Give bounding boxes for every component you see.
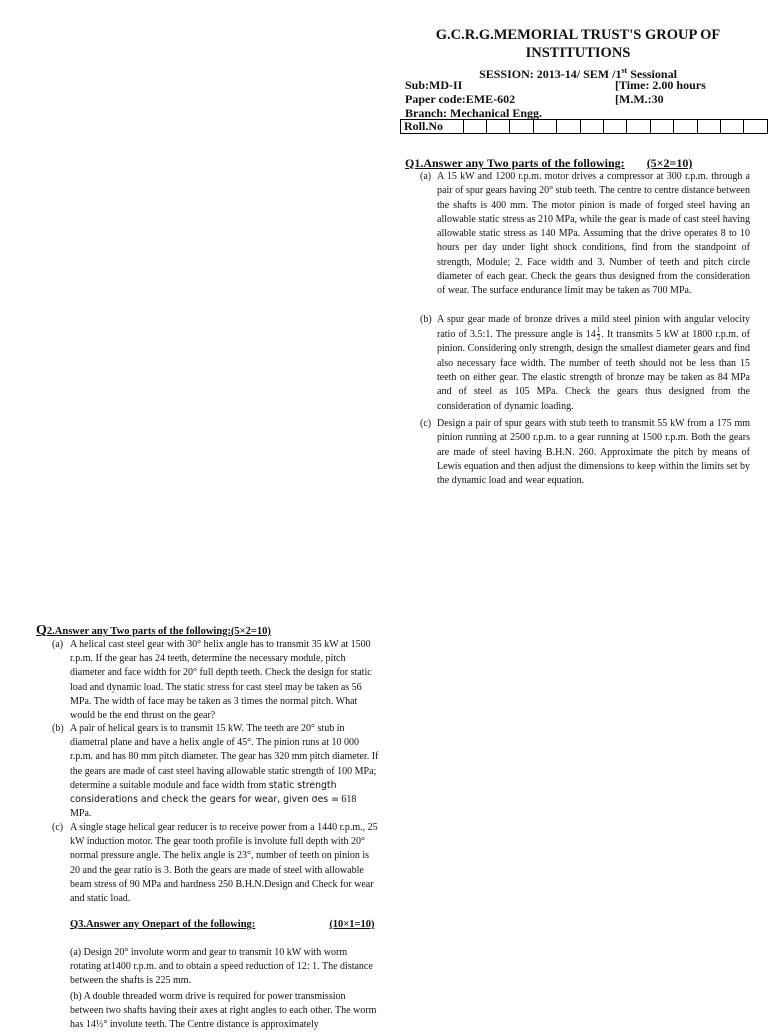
q1-part-c: [420, 417, 751, 488]
roll-number-box: [533, 120, 556, 134]
roll-number-box: [697, 120, 720, 134]
q2-heading-letter: Q: [36, 623, 47, 638]
fraction-numerator: 1: [596, 326, 601, 335]
paper-code: Paper code:EME-602: [405, 92, 516, 106]
fraction-half: [597, 327, 601, 342]
roll-number-box: [604, 120, 627, 134]
q2-part-a-text: A helical cast steel gear with 30° helix angle has to transmit 35 kW at 1500 r.p.m. If the gear has 24 teeth, determine the necessary module, pitch diameter and face width for 20° full depth teeth. Check the design for static load and dynamic load. The static stress for cast steel may be taken as 56 MPa. The width of face may be taken as 3 times the normal pitch. What would be the end thrust on the gear?: [70, 639, 372, 722]
q1-part-b: [420, 313, 750, 414]
q1-heading: [405, 156, 692, 171]
roll-number-box: [650, 120, 673, 134]
q1-part-b-label: (b): [420, 314, 432, 325]
session-superscript: st: [621, 66, 628, 75]
roll-number-box: [510, 120, 533, 134]
branch: Branch: Mechanical Engg.: [405, 106, 542, 120]
roll-number-box: [627, 120, 650, 134]
q2-part-b-text: A pair of helical gears is to transmit 15 kW. The teeth are 20° stub in diametral plane and have a helix angle of 45°. The pinion runs at 10 000 r.p.m. and has 80 mm pitch diameter. The gear has 320 mm pitch diameter. If the gears are made of cast steel having allowable static strength of 100 MPa; determine a suitable module and face width from: [70, 723, 379, 791]
roll-number-box: [674, 120, 697, 134]
q2-part-b-equation-line: static strength considerations and check the gears for wear, given σes =: [70, 779, 339, 806]
q2-heading: [36, 623, 271, 639]
q2-part-c-text: A single stage helical gear reducer is to receive power from a 1440 r.p.m., 25 kW induction motor. The gear tooth profile is involute full depth with 20° normal pressure angle. The helix angle is 23°, number of teeth on pinion is 20 and the gear ratio is 3. Both the gears are made of steel with allowable beam stress of 90 MPa and hardness 250 B.H.N.Design and Check for wear and static load.: [70, 822, 378, 905]
q2-heading-text: 2.Answer any Two parts of the following:(5×2=10): [46, 626, 271, 637]
institution-title: G.C.R.G.MEMORIAL TRUST'S GROUP OF INSTITUTIONS: [435, 27, 721, 61]
q2-part-a: [52, 638, 380, 723]
subject-code: Sub:MD-II: [405, 78, 463, 92]
roll-number-table: [400, 119, 768, 134]
session-suffix: Sessional: [627, 67, 677, 81]
roll-number-label: Roll.No: [401, 120, 464, 134]
roll-number-box: [557, 120, 580, 134]
q2-part-b-label: (b): [52, 723, 64, 734]
q3-marks: (10×1=10): [329, 919, 375, 930]
q2-part-b-tail: 618 MPa.: [70, 794, 357, 820]
q1-heading-text: Q1.Answer any Two parts of the following:: [405, 156, 625, 170]
max-marks: [M.M.:30: [615, 92, 664, 106]
q3-part-b: (b) A double threaded worm drive is required for power transmission between two shafts having their axes at right angles to each other. The worm has 14½° involute teeth. The Centre distance is approximately: [70, 991, 377, 1031]
q3-part-a: (a) Design 20° involute worm and gear to transmit 10 kW with worm rotating at1400 r.p.m. and to obtain a speed reduction of 12: 1. The distance between the shafts is 225 mm.: [70, 947, 373, 987]
q1-part-a: [420, 170, 750, 299]
exam-time: [Time: 2.00 hours: [615, 78, 706, 92]
q2-part-b: [52, 722, 380, 821]
q2-part-c: [52, 821, 380, 906]
roll-number-box: [463, 120, 486, 134]
roll-number-box: [580, 120, 603, 134]
roll-number-box: [744, 120, 768, 134]
q1-part-b-text-cont: . It transmits 5 kW at 1800 r.p.m. of pinion. Considering only strength, design the smallest diameter gears and find also necessary face width. The number of teeth should not be less than 15 teeth on either gear. The elastic strength of bronze may be taken as 84 MPa and of steel as 105 MPa. Check the gears thus designed from the consideration of dynamic loading.: [437, 329, 750, 412]
roll-number-box: [721, 120, 744, 134]
q1-part-c-label: (c): [420, 418, 432, 429]
roll-number-box: [487, 120, 510, 134]
q1-part-c-text: Design a pair of spur gears with stub teeth to transmit 55 kW from a 175 mm pinion running at 2500 r.p.m. to a gear running at 1500 r.p.m. Both the gears are made of steel having B.H.N. 260. Approximate the pitch by means of Lewis equation and then adjust the dimensions to keep within the limits set by the dynamic load and wear equation.: [437, 418, 751, 487]
q3-heading: [70, 919, 375, 930]
q1-part-a-label: (a): [420, 171, 432, 182]
q3-heading-text: Q3.Answer any Onepart of the following:: [70, 919, 256, 930]
q1-part-a-text: A 15 kW and 1200 r.p.m. motor drives a compressor at 300 r.p.m. through a pair of spur gears having 20° stub teeth. The centre to centre distance between the shafts is 400 mm. The motor pinion is made of forged steel having an allowable static stress as 210 MPa, while the gear is made of cast steel having allowable static stress as 140 MPa. Assuming that the drive operates 8 to 10 hours per day under light shock conditions, find from the standpoint of strength, Module; 2. Face width and 3. Number of teeth and pitch circle diameter of each gear. Check the gears thus designed from the consideration of wear. The surface endurance limit may be taken as 700 MPa.: [437, 171, 750, 297]
q1-marks: (5×2=10): [646, 156, 693, 170]
q2-part-c-label: (c): [52, 822, 64, 833]
q1-part-b-text: A spur gear made of bronze drives a mild steel pinion with angular velocity ratio of 3.5:1. The pressure angle is 14: [437, 314, 750, 341]
session-text: SESSION: 2013-14/ SEM /1: [479, 67, 622, 81]
q2-part-a-label: (a): [52, 639, 64, 650]
fraction-denominator: 2: [596, 334, 601, 343]
